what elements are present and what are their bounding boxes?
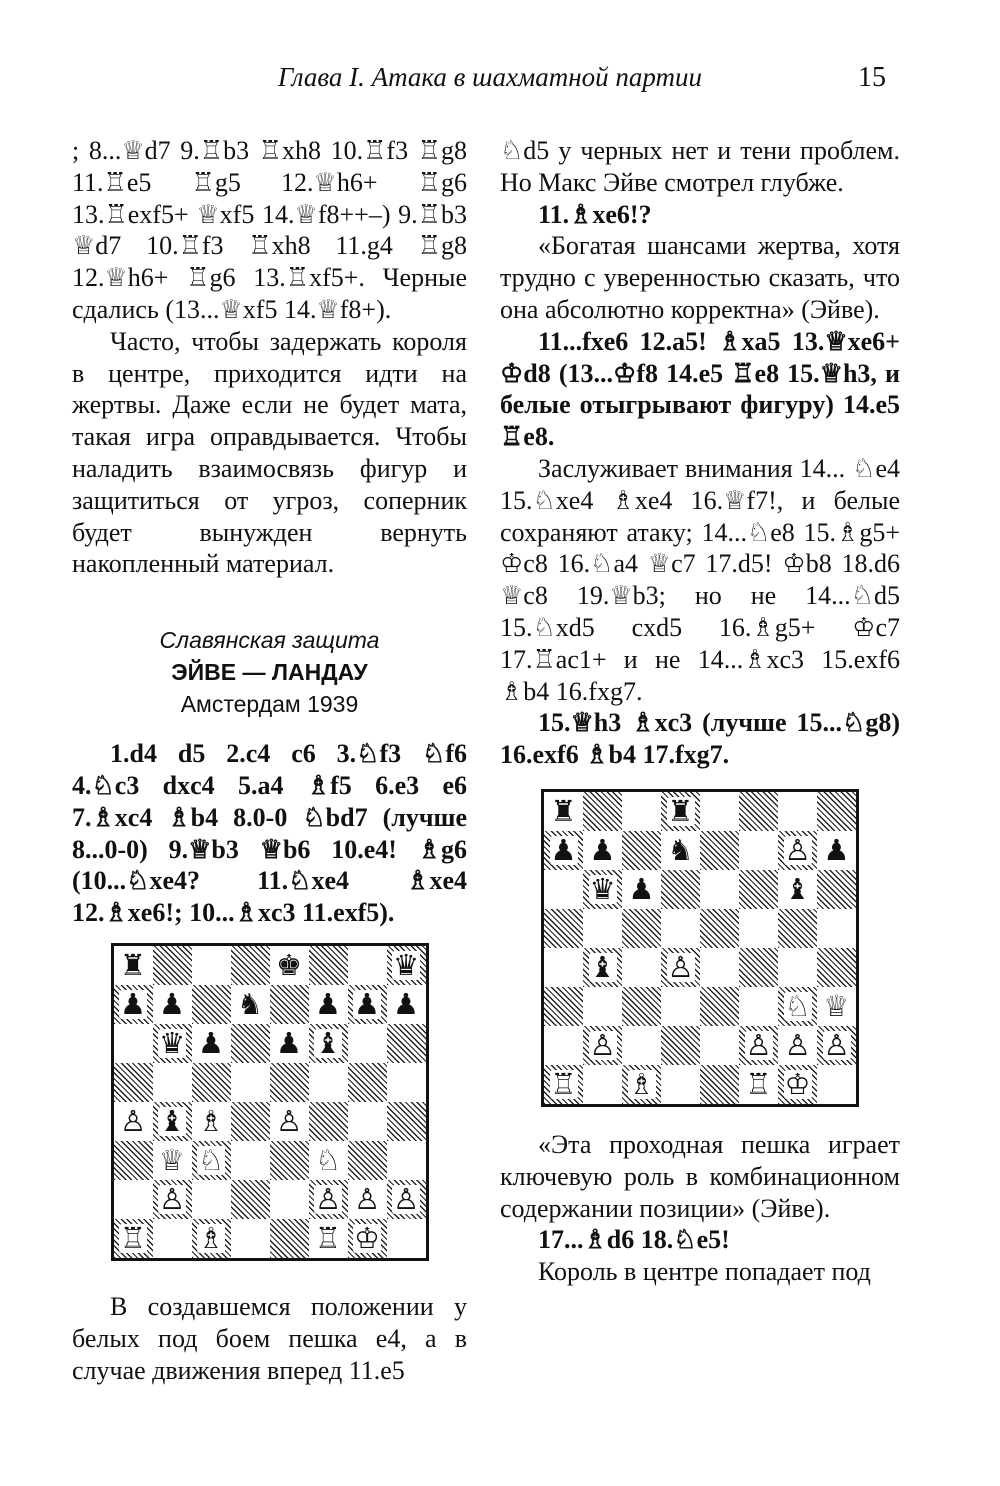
board-square: [817, 987, 856, 1026]
chess-piece-icon: ♖: [745, 1066, 772, 1101]
chess-piece-icon: ♟: [550, 832, 577, 867]
chess-piece-icon: ♟: [589, 832, 616, 867]
board-square: [544, 909, 583, 948]
board-square: [778, 948, 817, 987]
board-square: [270, 1102, 309, 1141]
board-square: [153, 1180, 192, 1219]
board-square: [348, 1063, 387, 1102]
board-square: [700, 1065, 739, 1104]
board-square: [817, 1065, 856, 1104]
board-square: [700, 831, 739, 870]
board-square: [387, 1219, 426, 1258]
board-square: [817, 870, 856, 909]
board-square: [778, 792, 817, 831]
board-square: [348, 946, 387, 985]
board-square: [583, 831, 622, 870]
commentary-paragraph: Король в центре попадает под: [538, 1257, 871, 1287]
chess-piece-icon: ♟: [198, 1025, 224, 1060]
board-square: [231, 1180, 270, 1219]
chess-piece-icon: ♗: [198, 1103, 224, 1138]
board-square: [153, 1024, 192, 1063]
board-square: [700, 948, 739, 987]
chess-piece-icon: ♚: [276, 947, 302, 982]
commentary-paragraph: В создавшемся положении у белых под боем пешка е4, а в случае движения вперед 11.e5: [72, 1291, 467, 1385]
board-square: [114, 1141, 153, 1180]
board-square: [114, 1024, 153, 1063]
board-square: [114, 1102, 153, 1141]
board-square: [153, 1141, 192, 1180]
chess-piece-icon: ♟: [159, 986, 185, 1021]
quote-paragraph: «Богатая шансами жертва, хотя трудно с уверенностью сказать, что она абсолютно корректна» (Эйве).: [500, 231, 900, 324]
board-square: [192, 1102, 231, 1141]
move-line: 17...♗d6 18.♘e5!: [538, 1225, 730, 1255]
chess-piece-icon: ♞: [667, 832, 694, 867]
chess-diagram-2: [541, 789, 859, 1107]
board-square: [192, 1024, 231, 1063]
board-square: [661, 909, 700, 948]
board-square: [231, 1063, 270, 1102]
board-square: [192, 985, 231, 1024]
chess-piece-icon: ♟: [315, 986, 341, 1021]
board-square: [661, 792, 700, 831]
board-square: [231, 1141, 270, 1180]
board-square: [309, 1141, 348, 1180]
board-square: [739, 792, 778, 831]
board-square: [817, 948, 856, 987]
board-square: [231, 985, 270, 1024]
board-square: [387, 946, 426, 985]
board-square: [544, 792, 583, 831]
chess-piece-icon: ♕: [823, 988, 850, 1023]
board-square: [309, 1102, 348, 1141]
board-square: [739, 987, 778, 1026]
game-moves: 1.d4 d5 2.c4 c6 3.♘f3 ♘f6 4.♘c3 dxc4 5.a4 ♗f5 6.e3 e6 7.♗xc4 ♗b4 8.0-0 ♘bd7 (лучше 8...0-0) 9.♕b3 ♕b6 10.e4! ♗g6 (10...♘xe4? 11.♘xe4 ♗xe4 12.♗xe6!; 10...♗xc3 11.exf5).: [72, 739, 467, 928]
board-square: [387, 1024, 426, 1063]
board-square: [387, 985, 426, 1024]
chess-piece-icon: ♝: [315, 1025, 341, 1060]
board-square: [192, 1141, 231, 1180]
board-square: [700, 987, 739, 1026]
chess-piece-icon: ♘: [198, 1142, 224, 1177]
board-square: [661, 1065, 700, 1104]
board-square: [153, 1063, 192, 1102]
board-square: [270, 1024, 309, 1063]
board-square: [270, 1141, 309, 1180]
board-square: [817, 909, 856, 948]
move-line: 11.♗xe6!?: [538, 199, 652, 229]
chess-piece-icon: ♟: [120, 986, 146, 1021]
board-square: [700, 792, 739, 831]
chess-piece-icon: ♘: [784, 988, 811, 1023]
board-square: [270, 985, 309, 1024]
chess-piece-icon: ♟: [628, 871, 655, 906]
board-square: [348, 985, 387, 1024]
chess-diagram-1: [111, 943, 429, 1261]
chess-piece-icon: ♙: [745, 1027, 772, 1062]
board-square: [192, 1180, 231, 1219]
board-square: [739, 909, 778, 948]
chess-piece-icon: ♗: [198, 1220, 224, 1255]
board-square: [544, 1026, 583, 1065]
board-square: [387, 1141, 426, 1180]
board-square: [348, 1180, 387, 1219]
board-square: [778, 987, 817, 1026]
board-square: [153, 985, 192, 1024]
chess-piece-icon: ♔: [354, 1220, 380, 1255]
board-square: [778, 909, 817, 948]
chess-piece-icon: ♙: [823, 1027, 850, 1062]
board-square: [622, 870, 661, 909]
board-square: [583, 792, 622, 831]
board-square: [583, 1026, 622, 1065]
board-square: [661, 831, 700, 870]
chess-piece-icon: ♛: [159, 1025, 185, 1060]
event-name: Амстердам 1939: [180, 691, 359, 718]
board-square: [153, 946, 192, 985]
running-header: [0, 62, 1000, 106]
chess-piece-icon: ♗: [628, 1066, 655, 1101]
board-square: [544, 987, 583, 1026]
board-square: [231, 1219, 270, 1258]
board-square: [309, 985, 348, 1024]
board-square: [231, 1102, 270, 1141]
board-square: [114, 985, 153, 1024]
chess-piece-icon: ♞: [237, 986, 263, 1021]
board-square: [622, 909, 661, 948]
board-square: [583, 909, 622, 948]
board-square: [387, 1102, 426, 1141]
board-square: [583, 870, 622, 909]
board-square: [661, 870, 700, 909]
game-continuation: ; 8...♕d7 9.♖b3 ♖xh8 10.♖f3 ♖g8 11.♖e5 ♖g5 12.♕h6+ ♖g6 13.♖exf5+ ♕xf5 14.♕f8++–) 9.♖b3 ♕d7 10.♖f3 ♖xh8 11.g4 ♖g8 12.♕h6+ ♖g6 13.♖xf5+. Черные сдались (13...♕xf5 14.♕f8+).: [72, 136, 467, 324]
board-square: [153, 1219, 192, 1258]
board-square: [544, 870, 583, 909]
move-line: 15.♕h3 ♗xc3 (лучше 15...♘g8) 16.exf6 ♗b4 17.fxg7.: [500, 708, 900, 770]
game-heading: [72, 624, 467, 720]
board-square: [622, 1065, 661, 1104]
board-square: [583, 1065, 622, 1104]
board-square: [270, 1219, 309, 1258]
chess-piece-icon: ♙: [120, 1103, 146, 1138]
chess-piece-icon: ♝: [784, 871, 811, 906]
board-square: [231, 1024, 270, 1063]
board-square: [309, 1180, 348, 1219]
chess-piece-icon: ♔: [784, 1066, 811, 1101]
board-square: [700, 1026, 739, 1065]
chess-piece-icon: ♘: [315, 1142, 341, 1177]
chess-piece-icon: ♙: [354, 1181, 380, 1216]
board-square: [270, 1063, 309, 1102]
board-square: [661, 948, 700, 987]
board-square: [348, 1219, 387, 1258]
board-square: [622, 792, 661, 831]
board-square: [270, 1180, 309, 1219]
board-square: [348, 1141, 387, 1180]
board-square: [739, 1065, 778, 1104]
board-square: [387, 1180, 426, 1219]
chess-piece-icon: ♟: [393, 986, 419, 1021]
board-square: [309, 1063, 348, 1102]
board-square: [661, 987, 700, 1026]
analysis-paragraph: Заслуживает внимания 14... ♘e4 15.♘xe4 ♗xe4 16.♕f7!, и белые сохраняют атаку; 14...♘e8 15.♗g5+ ♔c8 16.♘a4 ♕c7 17.d5! ♔b8 18.d6 ♕c8 19.♕b3; но не 14...♘d5 15.♘xd5 cxd5 16.♗g5+ ♔c7 17.♖ac1+ и не 14...♗xc3 15.exf6 ♗b4 16.fxg7.: [500, 453, 900, 706]
board-square: [778, 870, 817, 909]
board-square: [544, 831, 583, 870]
board-square: [817, 831, 856, 870]
board-square: [622, 1026, 661, 1065]
board-square: [114, 1180, 153, 1219]
board-square: [231, 946, 270, 985]
chess-piece-icon: ♛: [393, 947, 419, 982]
commentary-paragraph: Часто, чтобы задержать короля в центре, приходится идти на жертвы. Даже если не будет мата, такая игра оправдывается. Чтобы наладить взаимосвязь фигур и защититься от угроз, соперник будет вынужден вернуть накопленный материал.: [72, 326, 467, 579]
board-square: [700, 870, 739, 909]
board-square: [817, 1026, 856, 1065]
board-square: [192, 1219, 231, 1258]
board-square: [622, 987, 661, 1026]
board-square: [348, 1102, 387, 1141]
board-square: [153, 1102, 192, 1141]
commentary-paragraph: ♘d5 у черных нет и тени проблем. Но Макс Эйве смотрел глубже.: [500, 136, 900, 197]
board-square: [114, 946, 153, 985]
board-square: [778, 831, 817, 870]
chess-piece-icon: ♜: [667, 793, 694, 828]
board-square: [309, 946, 348, 985]
chess-piece-icon: ♜: [550, 793, 577, 828]
chess-piece-icon: ♛: [589, 871, 616, 906]
board-square: [778, 1026, 817, 1065]
board-square: [583, 987, 622, 1026]
board-square: [700, 909, 739, 948]
chess-piece-icon: ♜: [120, 947, 146, 982]
quote-paragraph: «Эта проходная пешка играет ключевую роль в комбинационном содержании позиции» (Эйве).: [500, 1129, 900, 1223]
chess-piece-icon: ♖: [120, 1220, 146, 1255]
chess-piece-icon: ♟: [823, 832, 850, 867]
chess-piece-icon: ♙: [667, 949, 694, 984]
board-square: [192, 1063, 231, 1102]
chess-piece-icon: ♙: [159, 1181, 185, 1216]
running-title: Глава I. Атака в шахматной партии: [277, 62, 702, 92]
board-square: [348, 1024, 387, 1063]
board-square: [739, 870, 778, 909]
chess-piece-icon: ♙: [315, 1181, 341, 1216]
board-square: [739, 831, 778, 870]
chess-piece-icon: ♝: [159, 1103, 185, 1138]
chess-piece-icon: ♙: [784, 1027, 811, 1062]
board-square: [583, 948, 622, 987]
board-square: [739, 1026, 778, 1065]
chess-piece-icon: ♙: [784, 832, 811, 867]
board-square: [192, 946, 231, 985]
board-square: [309, 1024, 348, 1063]
board-square: [387, 1063, 426, 1102]
page-number: 15: [858, 62, 886, 93]
board-square: [661, 1026, 700, 1065]
chess-piece-icon: ♙: [393, 1181, 419, 1216]
right-column: [500, 135, 900, 1288]
board-square: [270, 946, 309, 985]
chess-piece-icon: ♙: [276, 1103, 302, 1138]
board-square: [114, 1219, 153, 1258]
board-square: [778, 1065, 817, 1104]
chess-piece-icon: ♟: [354, 986, 380, 1021]
left-column: [72, 135, 467, 1386]
board-square: [544, 1065, 583, 1104]
chess-piece-icon: ♙: [589, 1027, 616, 1062]
players-name: ЭЙВЕ — ЛАНДАУ: [171, 659, 368, 686]
board-square: [114, 1063, 153, 1102]
move-line: 11...fxe6 12.a5! ♗xa5 13.♕xe6+ ♔d8 (13...♔f8 14.e5 ♖e8 15.♕h3, и белые отыгрывают фигуру) 14.e5 ♖e8.: [500, 326, 900, 452]
board-square: [817, 792, 856, 831]
board-square: [544, 948, 583, 987]
board-square: [622, 831, 661, 870]
board-square: [309, 1219, 348, 1258]
board-square: [739, 948, 778, 987]
board-square: [622, 948, 661, 987]
chess-piece-icon: ♖: [550, 1066, 577, 1101]
opening-name: Славянская защита: [159, 627, 380, 654]
chess-piece-icon: ♖: [315, 1220, 341, 1255]
chess-piece-icon: ♕: [159, 1142, 185, 1177]
chess-piece-icon: ♝: [589, 949, 616, 984]
chess-piece-icon: ♟: [276, 1025, 302, 1060]
